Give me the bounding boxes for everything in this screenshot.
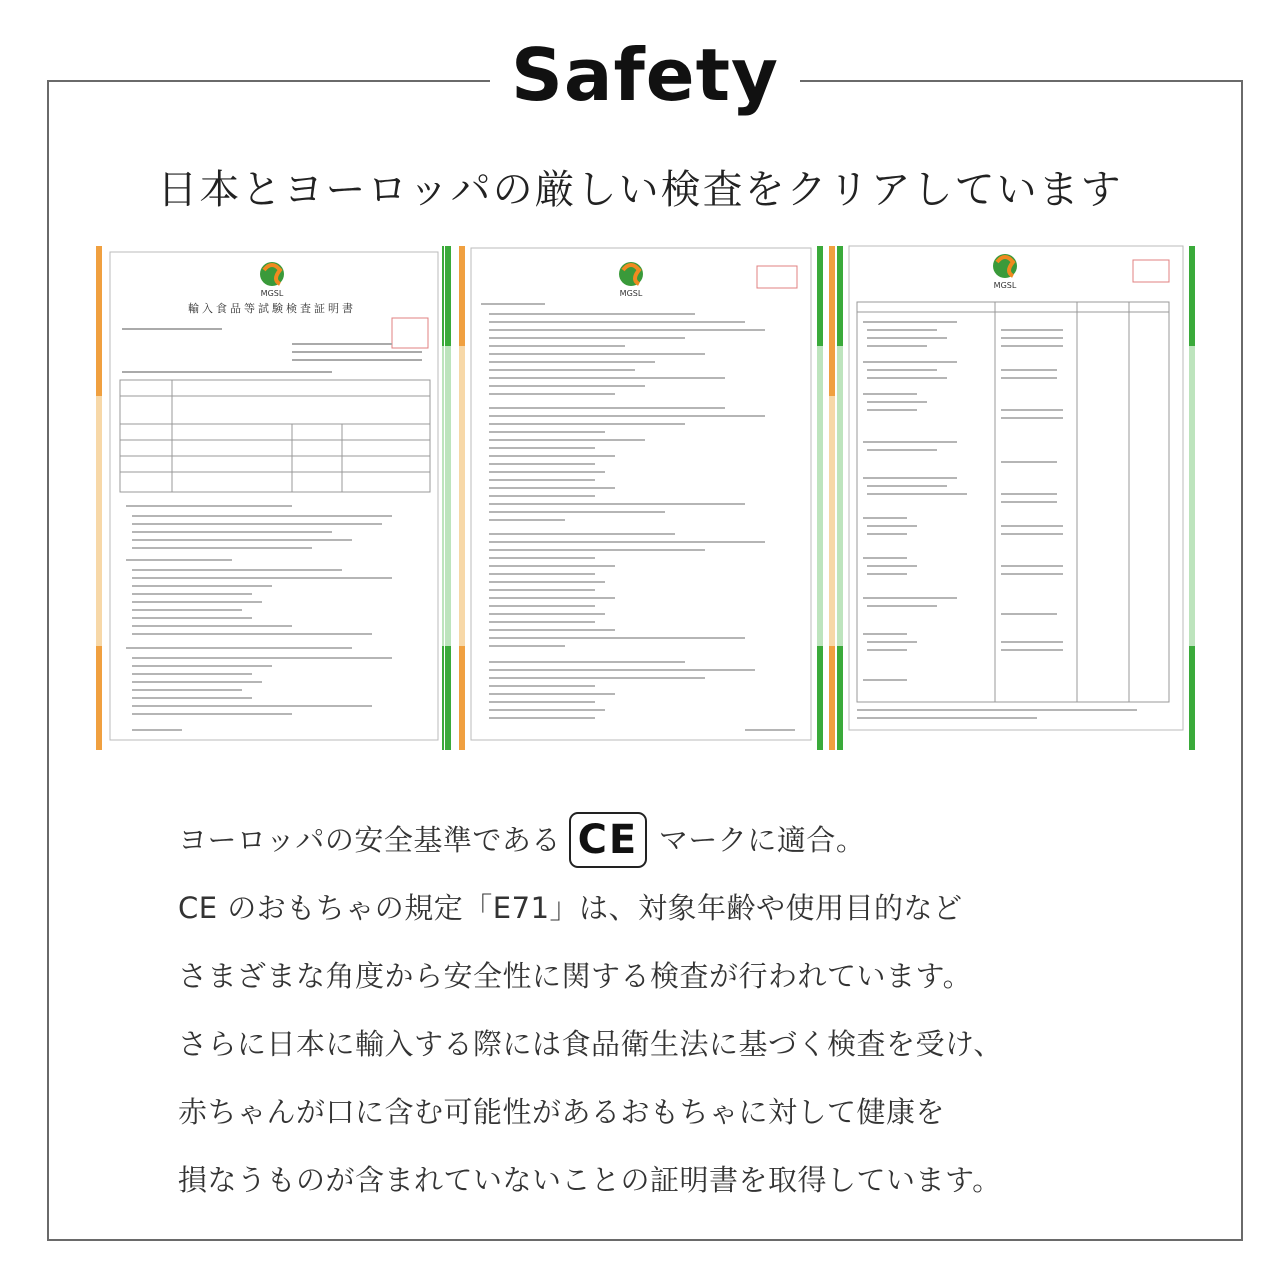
- description-line-3: さまざまな角度から安全性に関する検査が行われています。: [178, 959, 973, 993]
- mgsl-logo-icon: [993, 254, 1017, 278]
- certificate-document-3: [837, 244, 1197, 752]
- certificate-document-1: [92, 244, 444, 752]
- page-subtitle: 日本とヨーロッパの厳しい検査をクリアしています: [157, 167, 1123, 213]
- mgsl-logo-text: MGSL: [619, 289, 643, 298]
- mgsl-logo-icon: [260, 262, 284, 286]
- ce-mark-icon: CE: [569, 812, 647, 868]
- mgsl-logo-icon: [619, 262, 643, 286]
- description-text: [178, 806, 1178, 1214]
- description-line-1: [178, 806, 1178, 874]
- certificate-images: [92, 244, 1197, 752]
- mgsl-logo-text: MGSL: [260, 289, 284, 298]
- description-line-1-end: マークに適合。: [658, 823, 866, 857]
- description-line-1-start: ヨーロッパの安全基準である: [178, 823, 561, 857]
- page-title: Safety: [511, 33, 779, 117]
- mgsl-logo-text: MGSL: [993, 281, 1017, 290]
- description-line-2: CE のおもちゃの規定「E71」は、対象年齢や使用目的など: [178, 891, 963, 925]
- description-line-6: 損なうものが含まれていないことの証明書を取得しています。: [178, 1163, 1002, 1197]
- title-container: [490, 20, 800, 130]
- certificate-title: 輸入食品等試験検査証明書: [188, 302, 356, 315]
- certificate-document-2: [445, 244, 835, 752]
- description-line-4: さらに日本に輸入する際には食品衛生法に基づく検査を受け、: [178, 1027, 1003, 1061]
- description-line-5: 赤ちゃんが口に含む可能性があるおもちゃに対して健康を: [178, 1095, 946, 1129]
